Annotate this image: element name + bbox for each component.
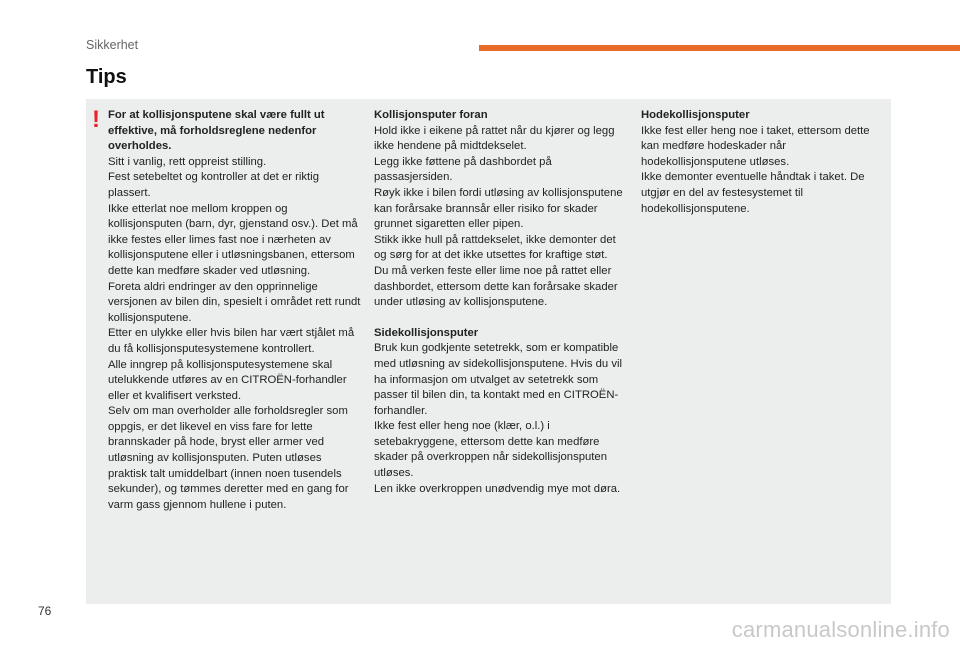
warning-paragraph: Sitt i vanlig, rett oppreist stilling. [108, 155, 267, 168]
airbag-column [374, 108, 624, 497]
exclamation-icon: ! [92, 106, 100, 133]
accent-bar [479, 45, 960, 51]
head-airbag-column [641, 108, 876, 217]
head-airbags-heading: Hodekollisjonsputer [641, 109, 750, 121]
front-airbags-paragraph: Stikk ikke hull på rattdekselet, ikke demonter det og sørg for at det ikke utsettes for kraftige støt. [374, 233, 616, 262]
front-airbags-paragraph: Du må verken feste eller lime noe på rattet eller dashbordet, ettersom dette kan forårsake skader under utløsing av kollisjonsputene. [374, 264, 618, 309]
warning-heading: For at kollisjonsputene skal være fullt ut effektive, må forholdsreglene nedenfor overholdes. [108, 109, 325, 153]
section-gap [374, 311, 624, 326]
head-airbags-paragraph: Ikke fest eller heng noe i taket, ettersom dette kan medføre hodeskader når hodekollisjonsputene utløses. [641, 124, 870, 168]
side-airbags-heading: Sidekollisjonsputer [374, 326, 479, 339]
front-airbags-heading: Kollisjonsputer foran [374, 109, 488, 121]
page-title: Tips [86, 66, 127, 88]
warning-paragraph: Etter en ulykke eller hvis bilen har vært stjålet må du få kollisjonsputesystemene kontrollert. [108, 327, 355, 355]
warning-paragraph: Selv om man overholder alle forholdsregler som oppgis, er det likevel en viss fare for lette brannskader på hode, bryst eller armer ved utløsning av kollisjonsputen. Puten utløses praktisk talt umiddelbart (innen noen tusendels sekunder), og tømmes deretter med en gang for varm gass gjennom hullene i puten. [108, 405, 349, 511]
warning-paragraph: Fest setebeltet og kontroller at det er riktig plassert. [108, 171, 319, 199]
watermark: carmanualsonline.info [731, 617, 950, 642]
head-airbags-paragraph: Ikke demonter eventuelle håndtak i taket. De utgjør en del av festesystemet til hodekollisjonsputene. [641, 171, 865, 215]
tips-panel [86, 99, 891, 604]
front-airbags-paragraph: Røyk ikke i bilen fordi utløsing av kollisjonsputene kan forårsake brannsår eller risiko for skader grunnet sigaretten eller pipen. [374, 186, 623, 231]
warning-column [108, 108, 363, 513]
side-airbags-paragraph: Ikke fest eller heng noe (klær, o.l.) i setebakryggene, ettersom dette kan medføre skader på overkroppen når sidekollisjonsputen utløses. [374, 420, 607, 480]
front-airbags-paragraph: Legg ikke føttene på dashbordet på passasjersiden. [374, 155, 552, 184]
front-airbags-paragraph: Hold ikke i eikene på rattet når du kjører og legg ikke hendene på midtdekselet. [374, 124, 615, 153]
section-label: Sikkerhet [86, 38, 139, 52]
side-airbags-paragraph: Bruk kun godkjente setetrekk, som er kompatible med utløsning av sidekollisjonsputene. Hvis du vil ha informasjon om utvalget av setetrekk som passer til bilen din, ta kontakt med en CITROËN-forhandler. [374, 342, 623, 417]
side-airbags-paragraph: Len ikke overkroppen unødvendig mye mot døra. [374, 482, 621, 495]
warning-paragraph: Alle inngrep på kollisjonsputesystemene skal utelukkende utføres av en CITROËN-forhandler eller et kvalifisert verksted. [108, 358, 347, 402]
warning-paragraph: Ikke etterlat noe mellom kroppen og kollisjonsputen (barn, dyr, gjenstand osv.). Det må ikke festes eller limes fast noe i nærheten av kollisjonsputene eller i utløsningsbanen, ettersom dette kan medføre skader ved utløsning. [108, 202, 358, 277]
warning-paragraph: Foreta aldri endringer av den opprinnelige versjonen av bilen din, spesielt i området rett rundt kollisjonsputene. [108, 280, 361, 324]
page-number: 76 [38, 604, 52, 618]
